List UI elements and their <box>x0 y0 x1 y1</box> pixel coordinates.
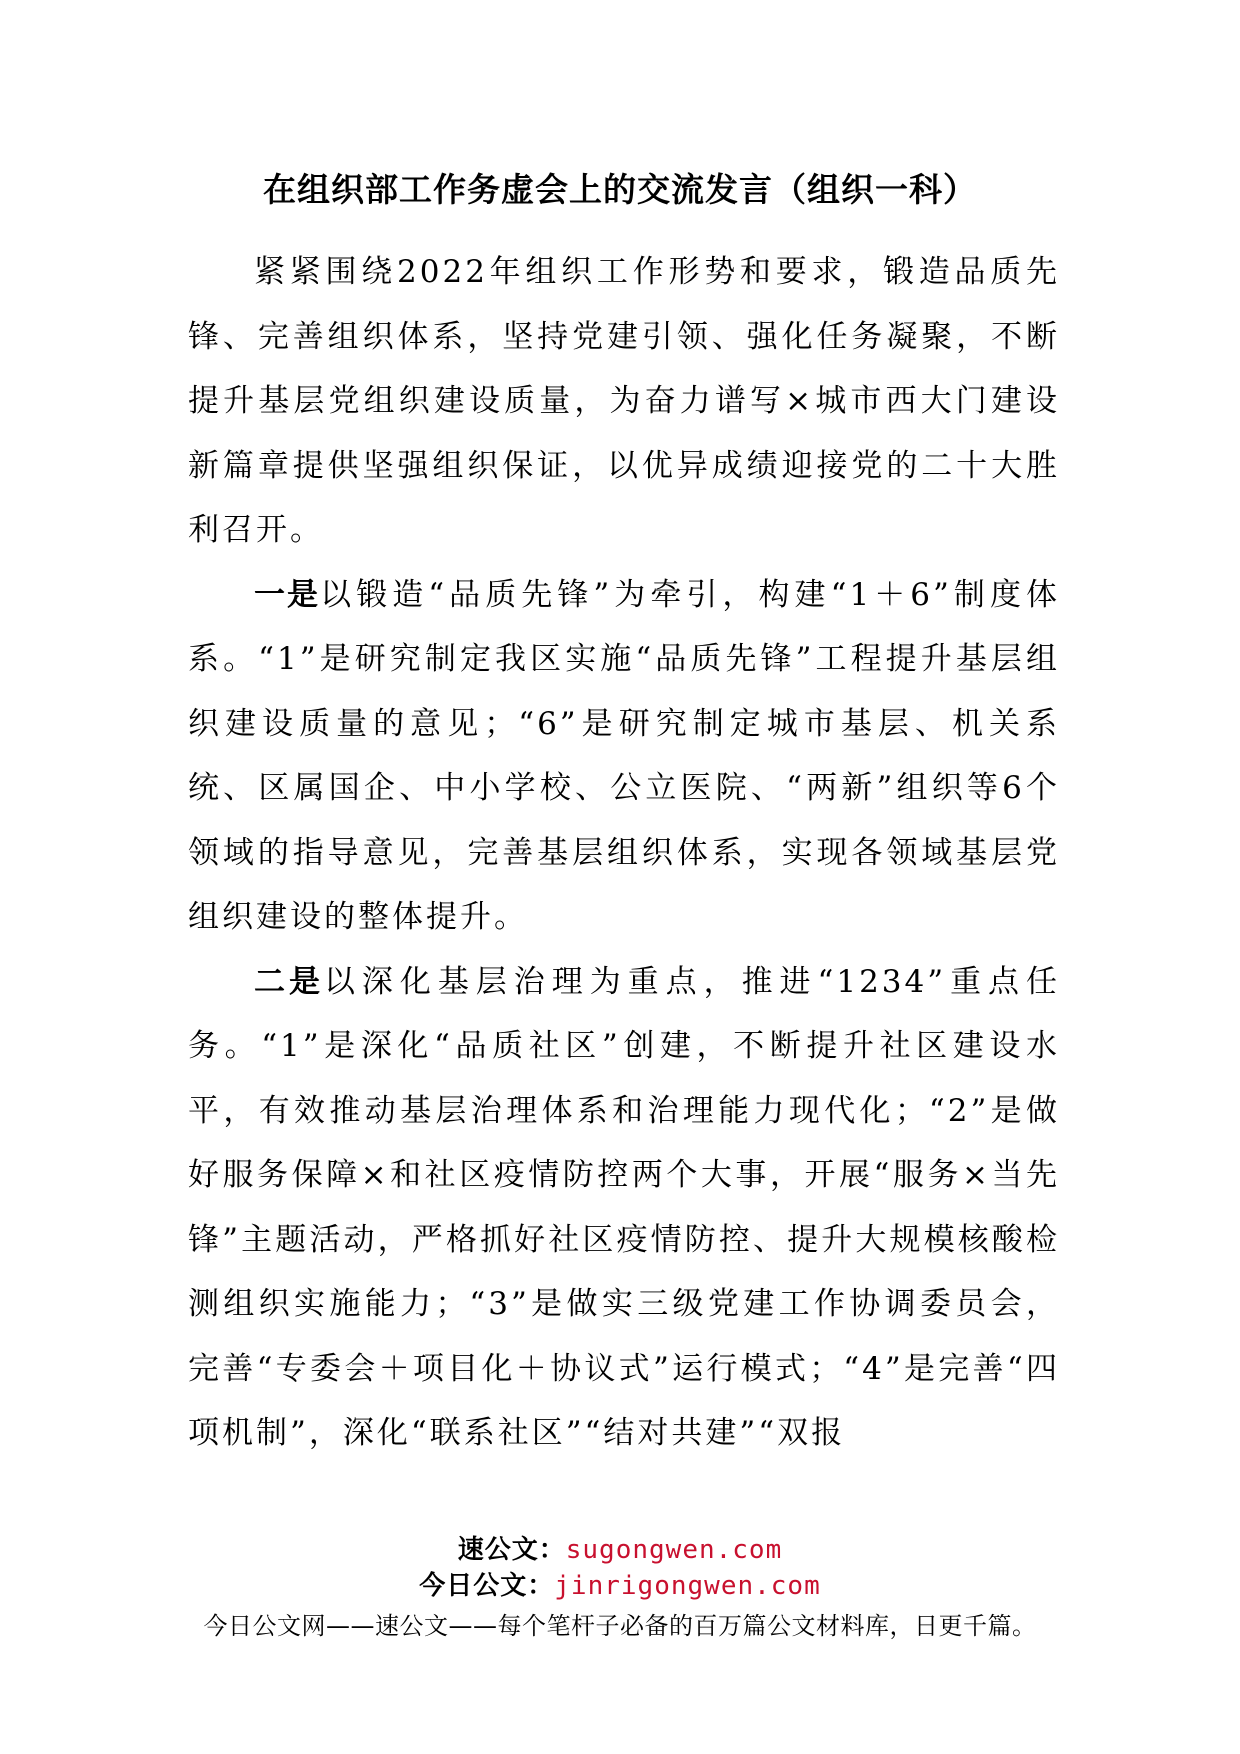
footer-link-jinrigongwen[interactable]: jinrigongwen.com <box>554 1571 821 1601</box>
document-title: 在组织部工作务虚会上的交流发言（组织一科） <box>263 170 977 209</box>
footer-slogan: 今日公文网——速公文——每个笔杆子必备的百万篇公文材料库，日更千篇。 <box>203 1612 1037 1640</box>
section-1-paragraph <box>188 563 1060 950</box>
section-2-paragraph <box>188 950 1060 1466</box>
document-body <box>188 240 1060 1466</box>
section-2-lead: 二是 <box>254 963 324 1000</box>
watermark-footer <box>0 1532 1240 1644</box>
section-1-text: 以锻造“品质先锋”为牵引，构建“1＋6”制度体系。“1”是研究制定我区实施“品质先锋”工程提升基层组织建设质量的意见；“6”是研究制定城市基层、机关系统、区属国企、中小学校、公立医院、“两新”组织等6个领域的指导意见，完善基层组织体系，实现各领域基层党组织建设的整体提升。 <box>188 576 1060 935</box>
footer-label-jinrigongwen: 今日公文： <box>419 1571 555 1601</box>
intro-paragraph: 紧紧围绕2022年组织工作形势和要求，锻造品质先锋、完善组织体系，坚持党建引领、强化任务凝聚，不断提升基层党组织建设质量，为奋力谱写×城市西大门建设新篇章提供坚强组织保证，以优异成绩迎接党的二十大胜利召开。 <box>188 254 1060 548</box>
section-2-text: 以深化基层治理为重点，推进“1234”重点任务。“1”是深化“品质社区”创建，不断提升社区建设水平，有效推动基层治理体系和治理能力现代化；“2”是做好服务保障×和社区疫情防控两个大事，开展“服务×当先锋”主题活动，严格抓好社区疫情防控、提升大规模核酸检测组织实施能力；“3”是做实三级党建工作协调委员会，完善“专委会＋项目化＋协议式”运行模式；“4”是完善“四项机制”，深化“联系社区”“结对共建”“双报 <box>188 963 1060 1451</box>
footer-line-jinrigongwen <box>0 1568 1240 1604</box>
footer-label-sugongwen: 速公文： <box>457 1535 566 1565</box>
footer-line-sugongwen <box>0 1532 1240 1568</box>
footer-link-sugongwen[interactable]: sugongwen.com <box>565 1535 783 1565</box>
section-1-lead: 一是 <box>254 576 321 613</box>
